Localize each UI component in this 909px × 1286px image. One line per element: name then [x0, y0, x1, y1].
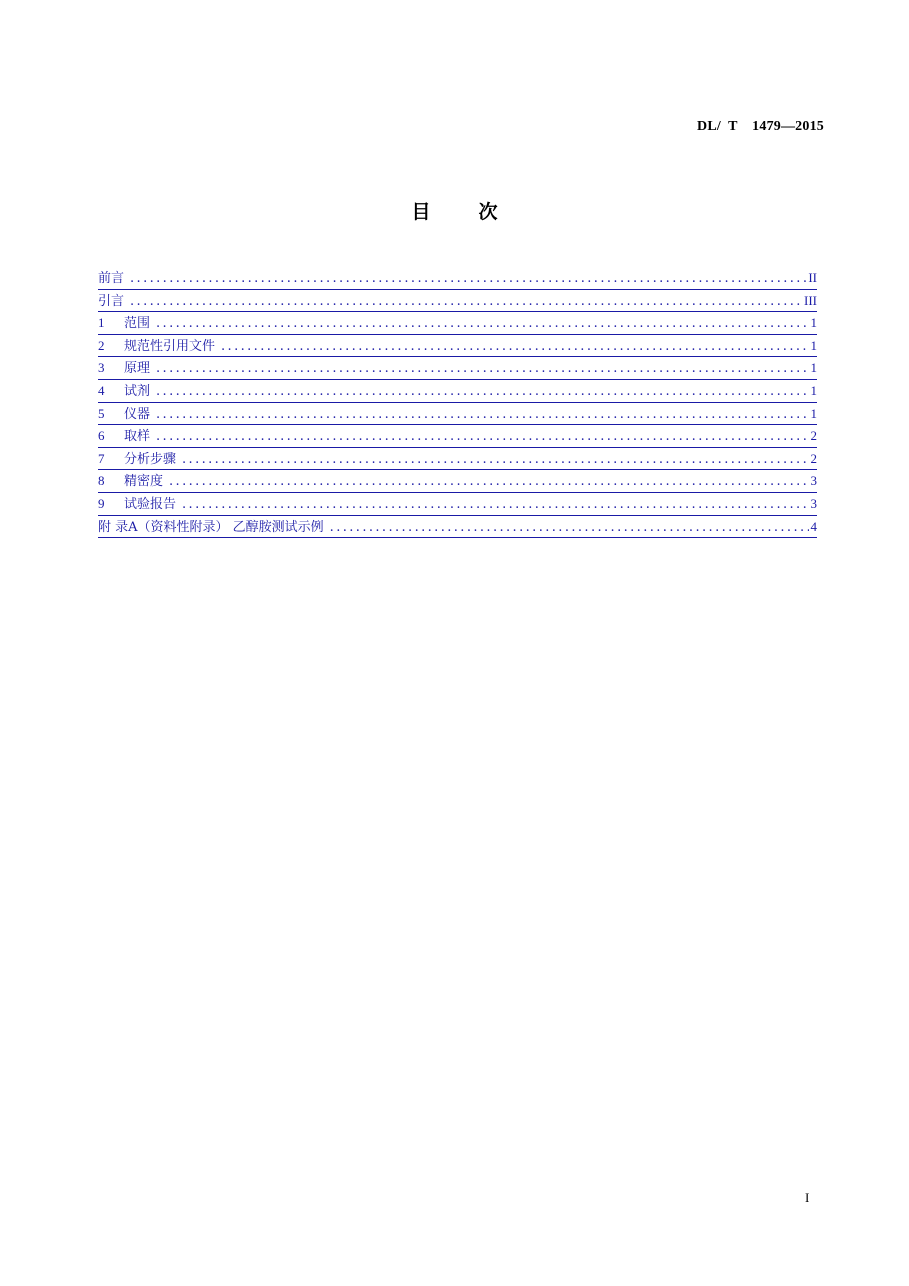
- toc-entry-introduction[interactable]: [98, 290, 817, 313]
- toc-leader-dots: [156, 361, 808, 376]
- toc-entry-page: II: [808, 270, 817, 285]
- toc-entry-label: 前言: [98, 271, 125, 286]
- toc-leader-dots: [130, 294, 802, 309]
- table-of-contents: [98, 267, 817, 538]
- toc-leader-dots: [156, 407, 808, 422]
- toc-entry-foreword[interactable]: [98, 267, 817, 290]
- toc-entry-analysis-procedure[interactable]: [98, 448, 817, 471]
- toc-entry-page: 1: [810, 315, 817, 331]
- toc-leader-dots: [330, 520, 809, 535]
- toc-entry-page: 2: [810, 450, 817, 466]
- toc-entry-reagents[interactable]: [98, 380, 817, 403]
- toc-entry-number: 3: [98, 360, 105, 376]
- toc-entry-page: 1: [810, 382, 817, 398]
- toc-entry-label: 取样: [124, 429, 151, 445]
- toc-entry-normative-references[interactable]: [98, 335, 817, 358]
- toc-entry-page: 1: [810, 337, 817, 353]
- toc-entry-page: 1: [810, 360, 817, 376]
- toc-leader-dots: [182, 497, 808, 512]
- toc-entry-label: 精密度: [124, 474, 164, 490]
- toc-entry-apparatus[interactable]: [98, 403, 817, 426]
- toc-leader-dots: [130, 271, 806, 286]
- toc-entry-label: 仪器: [124, 406, 151, 422]
- toc-entry-number: 6: [98, 428, 105, 444]
- toc-leader-dots: [156, 384, 808, 399]
- toc-entry-page: 3: [810, 473, 817, 489]
- toc-leader-dots: [182, 452, 808, 467]
- toc-leader-dots: [221, 339, 808, 354]
- toc-entry-label: 规范性引用文件: [124, 338, 216, 354]
- toc-entry-label: 试验报告: [124, 496, 177, 512]
- page-number: I: [805, 1190, 810, 1205]
- toc-entry-number: 5: [98, 405, 105, 421]
- toc-title: 目次: [411, 201, 546, 223]
- toc-entry-precision[interactable]: [98, 470, 817, 493]
- toc-leader-dots: [156, 429, 808, 444]
- document-code: DL/ T 1479—2015: [697, 119, 824, 134]
- toc-entry-number: 9: [98, 495, 105, 511]
- toc-entry-annex-a[interactable]: [98, 516, 817, 539]
- toc-entry-page: III: [804, 292, 817, 308]
- toc-entry-test-report[interactable]: [98, 493, 817, 516]
- toc-entry-label: 原理: [124, 361, 151, 377]
- toc-entry-label: 范围: [124, 316, 151, 332]
- toc-entry-label: 分析步骤: [124, 451, 177, 467]
- toc-entry-sampling[interactable]: [98, 425, 817, 448]
- toc-entry-label: 附 录A（资料性附录） 乙醇胺测试示例: [98, 519, 324, 535]
- toc-entry-page: 4: [810, 518, 817, 534]
- toc-entry-page: 3: [810, 495, 817, 511]
- toc-entry-page: 1: [810, 405, 817, 421]
- toc-entry-number: 2: [98, 337, 105, 353]
- toc-entry-principle[interactable]: [98, 357, 817, 380]
- toc-entry-number: 8: [98, 473, 105, 489]
- toc-entry-label: 引言: [98, 293, 125, 309]
- toc-leader-dots: [156, 316, 808, 331]
- toc-leader-dots: [169, 474, 808, 489]
- toc-entry-number: 7: [98, 450, 105, 466]
- toc-entry-number: 1: [98, 315, 105, 331]
- toc-entry-label: 试剂: [124, 383, 151, 399]
- toc-entry-page: 2: [810, 428, 817, 444]
- toc-entry-number: 4: [98, 382, 105, 398]
- toc-entry-scope[interactable]: [98, 312, 817, 335]
